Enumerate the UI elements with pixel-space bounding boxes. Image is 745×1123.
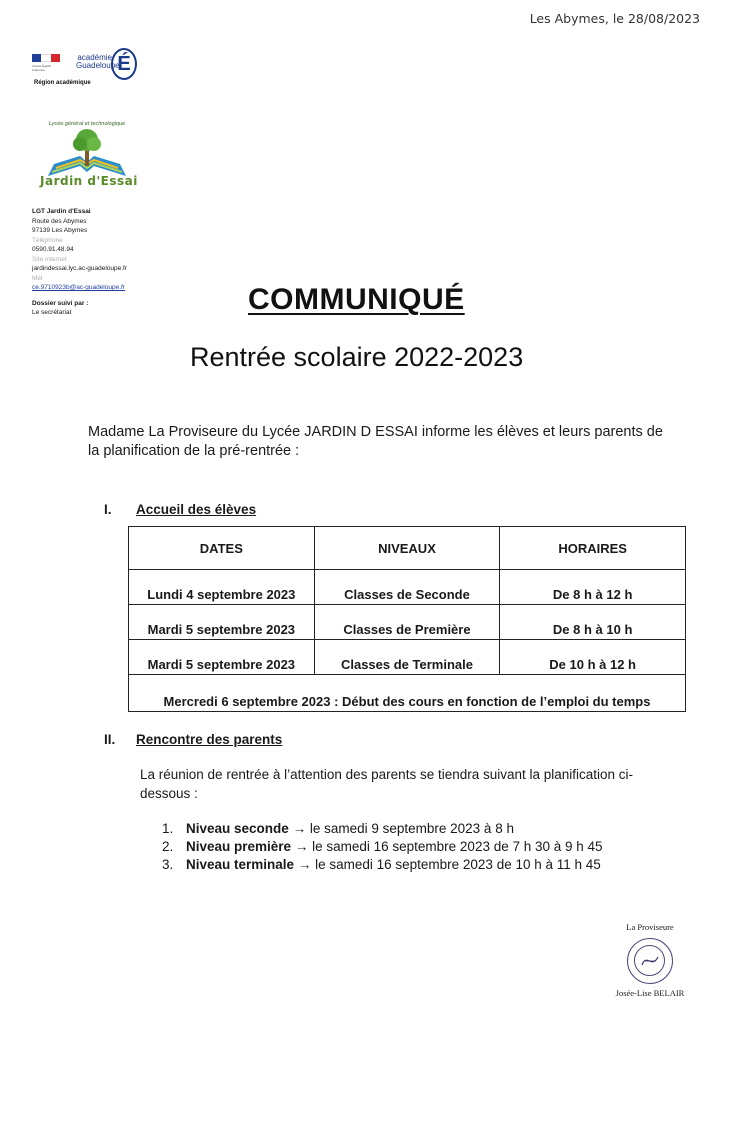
table-cell: De 10 h à 12 h (500, 640, 686, 675)
official-stamp-icon (627, 938, 673, 984)
academy-name (76, 53, 120, 70)
followed-by-label: Dossier suivi par : (32, 299, 89, 307)
signatory-role: La Proviseure (626, 922, 674, 932)
list-item-level: Niveau première (186, 839, 292, 854)
table-cell: Classes de Seconde (314, 570, 500, 605)
list-item (162, 856, 603, 874)
list-item (162, 820, 603, 838)
table-cell: De 8 h à 10 h (500, 605, 686, 640)
table-row (129, 605, 686, 640)
list-item-detail: le samedi 16 septembre 2023 de 10 h à 11 h 45 (315, 857, 601, 872)
email-link[interactable]: ce.9710923b@ac-guadeloupe.fr (32, 284, 125, 291)
french-flag-icon (32, 54, 60, 62)
table-cell: Classes de Terminale (314, 640, 500, 675)
list-item-number: 1. (162, 821, 174, 836)
signatory-name: Josée-Lise BELAIR (615, 988, 685, 998)
date-line: Les Abymes, le 28/08/2023 (529, 11, 700, 26)
table-header-row (129, 527, 686, 570)
section-title: Accueil des élèves (136, 502, 257, 517)
table-row (129, 640, 686, 675)
document-title: COMMUNIQUÉ (248, 283, 465, 316)
phone-label: Téléphone (32, 236, 63, 244)
parents-paragraph: La réunion de rentrée à l’attention des parents se tiendra suivant la planification ci-dessous : (140, 767, 634, 801)
section-heading-parents (104, 732, 282, 747)
arrow-right-icon: → (292, 821, 307, 836)
school-name: LGT Jardin d'Essai (32, 208, 91, 215)
academy-logo (32, 40, 142, 90)
school-logo-subtitle: Lycée général et technologique (48, 121, 126, 127)
table-header: DATES (129, 527, 315, 570)
document-subtitle: Rentrée scolaire 2022-2023 (190, 342, 524, 372)
followed-by-value: Le secrétariat (32, 309, 72, 316)
school-logo-name: Jardin d'Essai (40, 174, 138, 188)
list-item-level: Niveau seconde (186, 821, 289, 836)
schedule-table (128, 526, 686, 712)
table-cell: Classes de Première (314, 605, 500, 640)
phone-number: 0590.91.48.94 (32, 246, 74, 253)
school-logo (30, 118, 145, 193)
table-header: HORAIRES (500, 527, 686, 570)
parents-meeting-list (162, 820, 603, 874)
list-item-level: Niveau terminale (186, 857, 295, 872)
mail-label: Mél (32, 274, 43, 282)
republic-motto: Liberté Égalité Fraternité (32, 64, 52, 72)
table-cell: De 8 h à 12 h (500, 570, 686, 605)
academy-e-icon: É (111, 48, 137, 80)
list-item-detail: le samedi 16 septembre 2023 de 7 h 30 à 9 h 45 (312, 839, 603, 854)
sender-block (32, 207, 162, 318)
table-footer-row (129, 675, 686, 712)
section-number: I. (104, 502, 112, 517)
section-heading-accueil (104, 502, 256, 517)
table-footer-cell: Mercredi 6 septembre 2023 : Début des cours en fonction de l’emploi du temps (129, 675, 686, 712)
address-line1: Route des Abymes (32, 217, 87, 225)
address-line2: 97139 Les Abymes (32, 227, 88, 234)
signature-block (600, 922, 700, 998)
academy-name-line2: Guadeloupe (76, 61, 120, 70)
table-row (129, 570, 686, 605)
site-label: Site internet (32, 255, 67, 263)
table-cell: Lundi 4 septembre 2023 (129, 570, 315, 605)
arrow-right-icon: → (294, 839, 309, 854)
website-link[interactable]: jardindessai.lyc.ac-guadeloupe.fr (32, 265, 128, 272)
list-item (162, 838, 603, 856)
section-title: Rencontre des parents (136, 732, 283, 747)
table-cell: Mardi 5 septembre 2023 (129, 640, 315, 675)
academy-name-line1: académie (77, 53, 112, 62)
list-item-number: 2. (162, 839, 174, 854)
table-header: NIVEAUX (314, 527, 500, 570)
intro-paragraph: Madame La Proviseure du Lycée JARDIN D ESSAI informe les élèves et leurs parents de la planification de la pré-rentrée : (88, 424, 663, 459)
list-item-detail: le samedi 9 septembre 2023 à 8 h (309, 821, 514, 836)
list-item-number: 3. (162, 857, 174, 872)
section-number: II. (104, 732, 116, 747)
region-label: Région académique (34, 80, 91, 86)
table-cell: Mardi 5 septembre 2023 (129, 605, 315, 640)
arrow-right-icon: → (297, 857, 312, 872)
